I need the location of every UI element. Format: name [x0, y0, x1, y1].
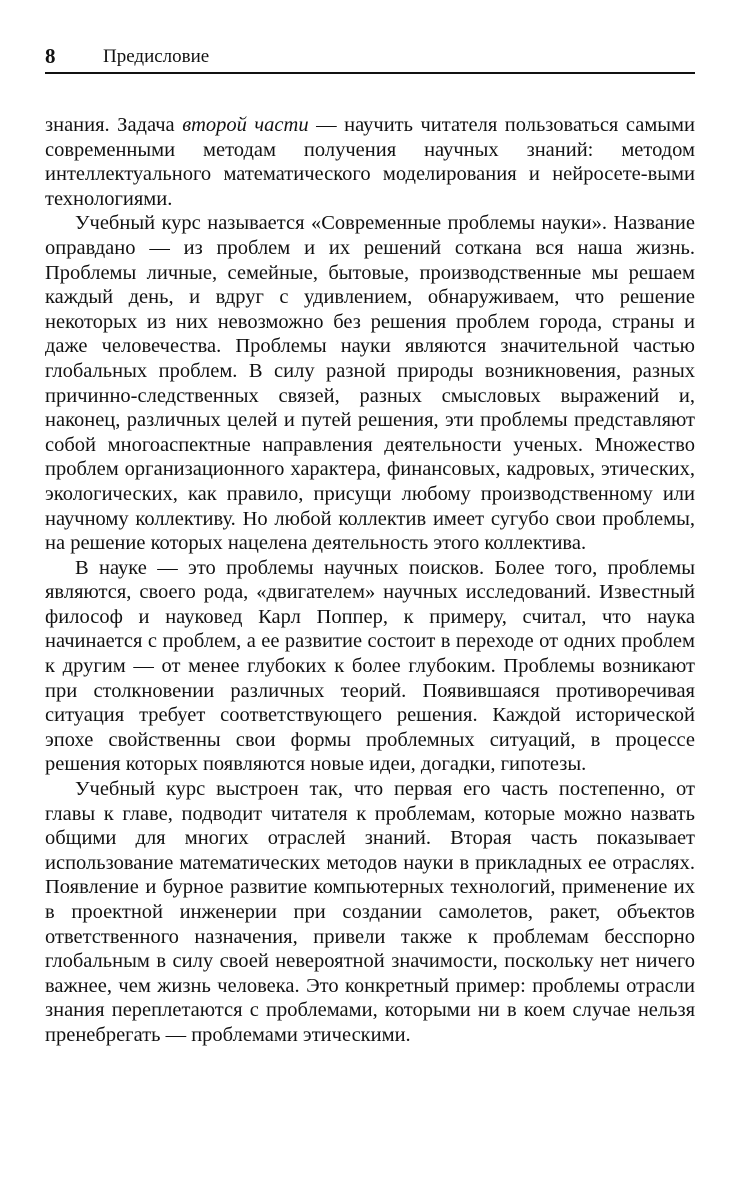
paragraph-3: В науке — это проблемы научных поисков. Более того, проблемы являются, своего рода, «двигателем» научных исследований. Известный философ и науковед Карл Поппер, к примеру, считал, что наука начинается с проблем, а ее развитие состоит в переходе от одних проблем к другим — от менее глубоких к более глубоким. Проблемы возникают при столкновении различных теорий. Появившаяся противоречивая ситуация требует соответствующего решения. Каждой исторической эпохе свойственны свои формы проблемных ситуаций, в процессе решения которых появляются новые идеи, догадки, гипотезы. — [45, 556, 695, 776]
paragraph-1-start: знания. Задача — [45, 114, 183, 136]
emphasis-second-part: второй части — [182, 114, 309, 136]
page-header — [45, 40, 695, 74]
page-number: 8 — [45, 44, 56, 68]
paragraph-1-end: — научить читателя пользоваться самыми современными методам получения научных знаний: методом интеллектуального математического моделирования и нейросете-выми технологиями. — [45, 114, 696, 210]
paragraph-4: Учебный курс выстроен так, что первая его часть постепенно, от главы к главе, подводит читателя к проблемам, которые можно назвать общими для многих отраслей знаний. Вторая часть показывает использование математических методов науки в прикладных ее отраслях. Появление и бурное развитие компьютерных технологий, применение их в проектной инженерии при создании самолетов, ракет, объектов ответственного назначения, привели также к проблемам бесспорно глобальным в силу своей невероятной значимости, поскольку нет ничего важнее, чем жизнь человека. Это конкретный пример: проблемы отрасли знания переплетаются с проблемами, которыми ни в коем случае нельзя пренебрегать — проблемами этическими. — [45, 778, 695, 1046]
running-title: Предисловие — [103, 46, 210, 67]
body-text — [45, 113, 695, 1048]
paragraph-2: Учебный курс называется «Современные проблемы науки». Название оправдано — из проблем и их решений соткана вся наша жизнь. Проблемы личные, семейные, бытовые, производственные мы решаем каждый день, и вдруг с удивлением, обнаруживаем, что решение некоторых из них невозможно без решения проблем города, страны и даже человечества. Проблемы науки являются значительной частью глобальных проблем. В силу разной природы возникновения, разных причинно-следственных связей, разных смысловых выражений и, наконец, различных целей и путей решения, эти проблемы представляют собой многоаспектные направления деятельности ученых. Множество проблем организационного характера, финансовых, кадровых, этических, экологических, как правило, присущи любому производственному или научному коллективу. Но любой коллектив имеет сугубо свои проблемы, на решение которых нацелена деятельность этого коллектива. — [45, 212, 695, 555]
paragraph-1 — [45, 113, 695, 211]
